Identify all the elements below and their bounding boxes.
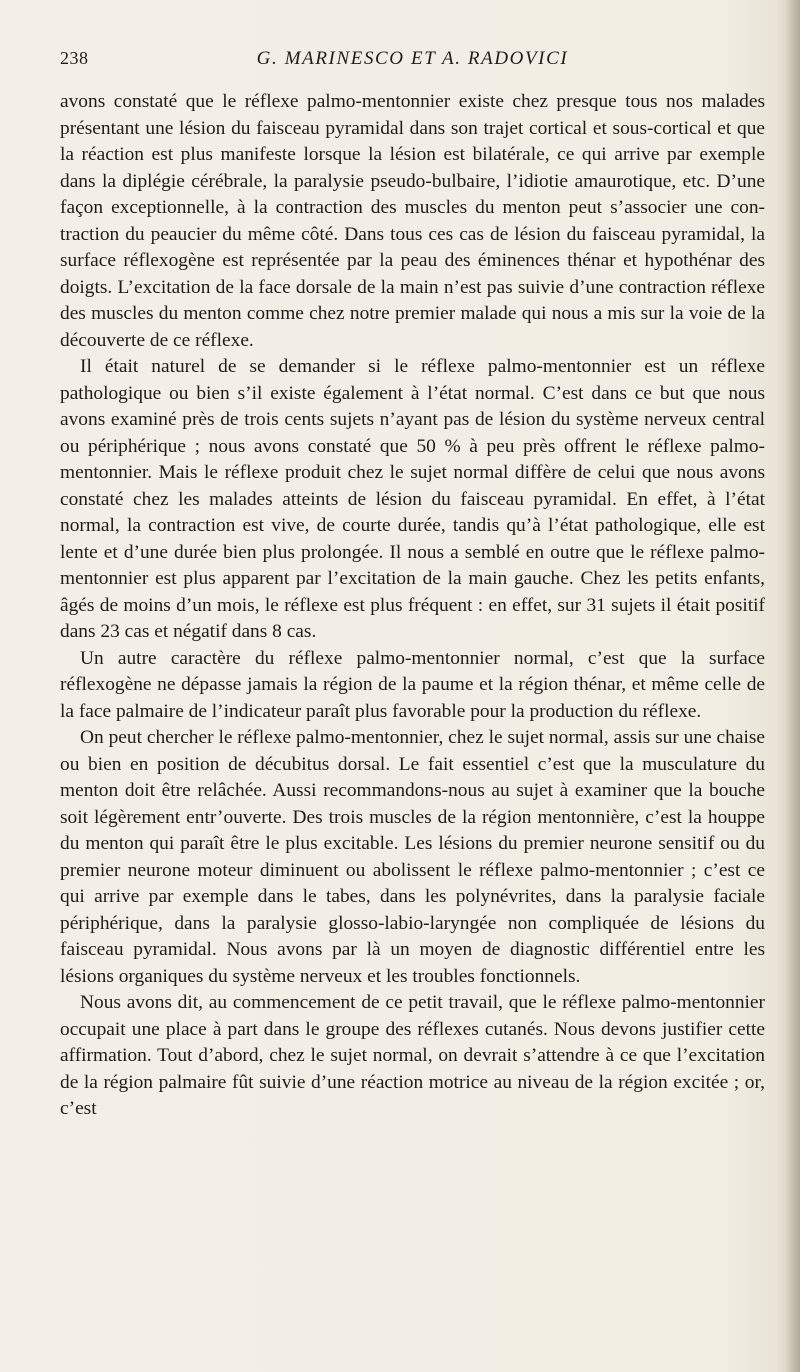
paragraph: Un autre caractère du réflexe palmo-mentonnier normal, c’est que la surface réflexogène ne dépasse jamais la région de la paume et la région thénar, et même celle de la face palmaire de l’indicateur paraît plus favorable pour la production du réflexe. [60,647,765,722]
page-header [60,48,765,78]
page-number: 238 [60,48,89,68]
paragraph: On peut chercher le réflexe palmo-mentonnier, chez le sujet normal, assis sur une chaise ou bien en position de décubitus dorsal. Le fait essentiel c’est que la musculature du menton doit être relâchée. Aussi recommandons-nous au sujet à examiner que la bouche soit légèrement entr’ouverte. Des trois muscles de la région mentonnière, c’est la houppe du menton qui paraît être le plus excitable. Les lésions du premier neurone sensitif ou du premier neurone moteur diminuent ou abolissent le réflexe palmo-mentonnier ; c’est ce qui arrive par exemple dans le tabes, dans les polynévrites, dans la paralysie faciale périphérique, dans la paralysie glosso-labio-laryngée non compliquée de lésions du faisceau pyramidal. Nous avons par là un moyen de diagnostic différentiel entre les lésions organiques du système nerveux et les troubles fonctionnels. [60,727,765,987]
body-text [60,89,765,1123]
page-edge-shadow [786,0,800,1372]
paragraph: Nous avons dit, au commencement de ce petit travail, que le réflexe palmo-mentonnier occupait une place à part dans le groupe des réflexes cutanés. Nous devons justifier cette affirmation. Tout d’abord, chez le sujet normal, on devrait s’attendre à ce que l’excitation de la région palmaire fût suivie d’une réaction motrice au niveau de la région excitée ; or, c’est [60,992,765,1119]
running-head: G. MARINESCO ET A. RADOVICI [256,48,569,69]
paragraph: Il était naturel de se demander si le réflexe palmo-mentonnier est un réflexe pathologique ou bien s’il existe également à l’état normal. C’est dans ce but que nous avons examiné près de trois cents sujets n’ayant pas de lésion du système nerveux central ou périphérique ; nous avons constaté que 50 % à peu près offrent le réflexe palmo-mentonnier. Mais le réflexe produit chez le sujet normal diffère de celui que nous avons constaté chez les malades atteints de lésion du faisceau pyramidal. En effet, à l’état normal, la contraction est vive, de courte durée, tandis qu’à l’état pathologique, elle est lente et d’une durée bien plus prolongée. Il nous a semblé en outre que le réflexe palmo-mentonnier est plus apparent par l’excitation de la main gauche. Chez les petits enfants, âgés de moins d’un mois, le réflexe est plus fréquent : en effet, sur 31 sujets il était positif dans 23 cas et négatif dans 8 cas. [60,356,765,642]
paragraph: avons constaté que le réflexe palmo-mentonnier existe chez presque tous nos malades présentant une lésion du faisceau pyramidal dans son trajet cortical et sous-cortical et que la réaction est plus manifeste lorsque la lésion est bilatérale, ce qui arrive par exemple dans la diplégie cérébrale, la paralysie pseudo-bulbaire, l’idiotie amaurotique, etc. D’une façon exceptionnelle, à la contraction des muscles du menton peut s’associer une contraction du peaucier du même côté. Dans tous ces cas de lésion du faisceau pyramidal, la surface réflexogène est représentée par la peau des éminences thénar et hypothénar des doigts. L’excitation de la face dorsale de la main n’est pas suivie d’une contraction réflexe des muscles du menton comme chez notre premier malade qui nous a mis sur la voie de la découverte de ce réflexe. [60,91,765,351]
